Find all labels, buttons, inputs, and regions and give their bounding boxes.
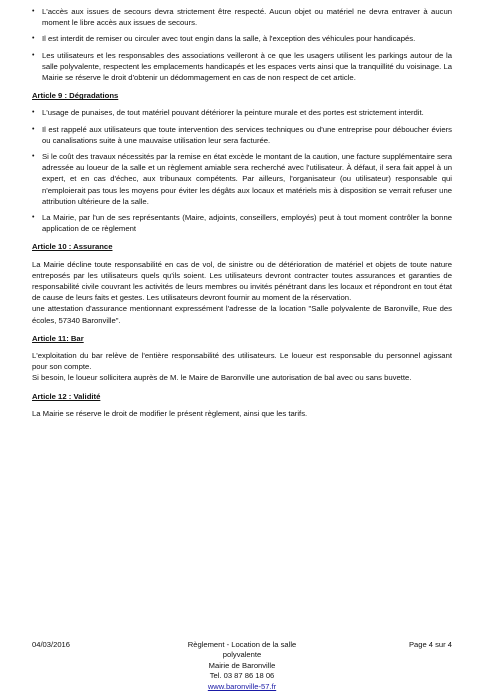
paragraph: La Mairie décline toute responsabilité en cas de vol, de sinistre ou de détérioration de matériel et objets de toute nature entreposés par les utilisateurs quels qu'ils soient. Les utilisateurs devront contracter toutes assurances et garanties de responsabilité civile couvrant les activités de leurs membres ou invités pénétrant dans les locaux et répondront en tout état de cause de leurs faits et gestes. Les utilisateurs devront fournir au moment de la réservation.: [32, 259, 452, 303]
bullet-icon: •: [32, 35, 35, 43]
article-heading: Article 11: Bar: [32, 333, 84, 343]
bullet-icon: •: [32, 125, 35, 133]
list-item: • Si le coût des travaux nécessités par la remise en état excède le montant de la caution, une facture supplémentaire sera adressée au loueur de la salle et un règlement amiable sera recherché avec l'utilisateur. À défaut, il sera fait appel à un expert, et en cas d'échec, aux tribunaux compétents. Par ailleurs, l'organisateur (ou utilisateur) responsable qui n'emploierait pas tous les moyens pour éviter les dégâts aux locaux et matériels mis à disposition se verrait refuser une attribution ultérieure de la salle.: [32, 152, 452, 206]
page-footer: [32, 639, 452, 699]
article-11: [32, 333, 452, 384]
bullet-list-top: [32, 6, 452, 83]
article-heading: Article 9 : Dégradations: [32, 91, 119, 101]
bullet-icon: •: [32, 153, 35, 161]
article-heading: Article 10 : Assurance: [32, 242, 113, 252]
bullet-icon: •: [32, 214, 35, 222]
document-body: [32, 6, 452, 426]
list-item: • Il est rappelé aux utilisateurs que toute intervention des services techniques ou d'une entreprise pour déboucher éviers ou canalisations suite à une mauvaise utilisation leur sera facturée.: [32, 124, 452, 145]
footer-date: 04/03/2016: [32, 640, 71, 649]
list-item: • Il est interdit de remiser ou circuler avec tout engin dans la salle, à l'exception des véhicules pour handicapés.: [32, 34, 416, 44]
list-item: • La Mairie, par l'un de ses représentants (Maire, adjoints, conseillers, employés) peut à tout moment contrôler la bonne application de ce règlement: [32, 213, 452, 234]
article-9: [32, 90, 452, 234]
bullet-icon: •: [32, 109, 35, 117]
list-item: • L'usage de punaises, de tout matériel pouvant détériorer la peinture murale et des portes est strictement interdit.: [32, 108, 424, 118]
list-item: • L'accès aux issues de secours devra strictement être respecté. Aucun objet ou matériel ne devra entraver à aucun moment le libre accès aux issues de secours.: [32, 7, 452, 28]
footer-page-number: Page 4 sur 4: [408, 640, 452, 649]
footer-organization: Mairie de Baronville: [208, 660, 276, 670]
footer-center: [172, 640, 312, 692]
paragraph: Si besoin, le loueur sollicitera auprès de M. le Maire de Baronville une autorisation de bal avec ou sans buvette.: [32, 373, 412, 383]
footer-website-link[interactable]: www.baronville-57.fr: [207, 681, 277, 691]
bullet-icon: •: [32, 51, 35, 59]
article-heading: Article 12 : Validité: [32, 391, 101, 401]
list-item: • Les utilisateurs et les responsables des associations veilleront à ce que les usagers utilisent les parkings autour de la salle polyvalente, respectent les emplacements handicapés et les espaces verts ainsi que la tranquillité du voisinage. La Mairie se réserve le droit d'obtenir un dédommagement en cas de non respect de cet article.: [32, 50, 452, 83]
bullet-icon: •: [32, 8, 35, 15]
footer-title: Règlement - Location de la salle polyvalente: [187, 640, 297, 660]
article-12: [32, 391, 452, 419]
paragraph: La Mairie se réserve le droit de modifier le présent règlement, ainsi que les tarifs.: [32, 408, 308, 418]
paragraph: une attestation d'assurance mentionnant expressément l'adresse de la location "Salle polyvalente de Baronville, Rue des écoles, 57340 Baronville".: [32, 304, 452, 325]
paragraph: L'exploitation du bar relève de l'entière responsabilité des utilisateurs. Le loueur est responsable du personnel agissant pour son compte.: [32, 351, 452, 372]
footer-phone: Tel. 03 87 86 18 06: [209, 671, 275, 681]
article-10: [32, 241, 452, 325]
